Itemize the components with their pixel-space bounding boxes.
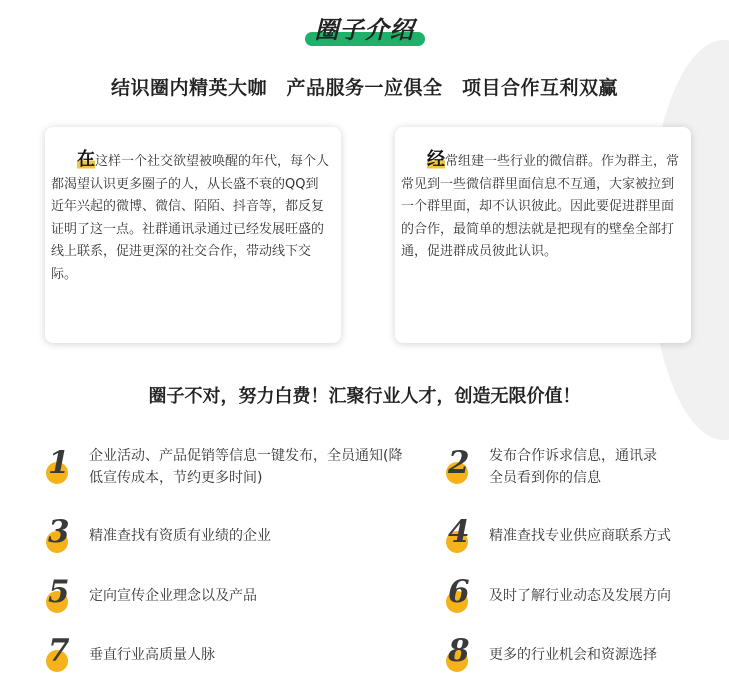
feature-text: 垂直行业高质量人脉	[89, 647, 215, 663]
feature-item	[45, 445, 415, 489]
number-badge	[45, 574, 75, 614]
feature-item	[45, 514, 415, 554]
feature-text: 定向宣传企业理念以及产品	[89, 588, 257, 604]
feature-item	[445, 574, 715, 614]
card-body: 常组建一些行业的微信群。作为群主，常常见到一些微信群里面信息不互通，大家被拉到一个群里面，却不认识彼此。因此要促进群里面的合作，最简单的想法就是把现有的壁垒全部打通，促进群成员彼此认识。	[401, 154, 680, 259]
number-badge	[445, 574, 475, 614]
badge-digit: 2	[448, 445, 470, 481]
intro-card-right	[395, 127, 691, 343]
feature-item	[45, 633, 415, 673]
feature-item	[445, 514, 715, 554]
badge-digit: 8	[448, 633, 470, 669]
badge-digit: 7	[48, 633, 70, 669]
slogan: 圈子不对，努力白费！汇聚行业人才，创造无限价值！	[148, 386, 581, 407]
badge-digit: 4	[448, 514, 470, 550]
feature-item	[45, 574, 415, 614]
feature-text: 企业活动、产品促销等信息一键发布，全员通知(降低宣传成本，节约更多时间)	[89, 448, 403, 486]
intro-card-left	[45, 127, 341, 343]
number-badge	[45, 633, 75, 673]
badge-digit: 5	[48, 574, 70, 610]
feature-text: 精准查找有资质有业绩的企业	[89, 528, 271, 544]
feature-text: 及时了解行业动态及发展方向	[489, 588, 671, 604]
page-title: 圈子介绍	[314, 16, 415, 44]
feature-item	[445, 445, 665, 489]
feature-text: 发布合作诉求信息，通讯录全员看到你的信息	[489, 448, 657, 486]
badge-digit: 3	[48, 514, 70, 550]
intro-card-right-text	[401, 149, 681, 264]
subtitle: 结识圈内精英大咖 产品服务一应俱全 项目合作互利双赢	[110, 77, 618, 99]
feature-text: 精准查找专业供应商联系方式	[489, 528, 671, 544]
intro-card-left-text	[51, 149, 331, 286]
section-title	[0, 10, 729, 54]
lead-character: 在	[77, 149, 95, 170]
number-badge	[445, 633, 475, 673]
number-badge	[45, 514, 75, 554]
number-badge	[445, 514, 475, 554]
badge-digit: 1	[48, 445, 70, 481]
feature-item	[445, 633, 715, 673]
badge-digit: 6	[448, 574, 470, 610]
number-badge	[445, 445, 475, 485]
feature-text: 更多的行业机会和资源选择	[489, 647, 657, 663]
number-badge	[45, 445, 75, 485]
card-body: 这样一个社交欲望被唤醒的年代，每个人都渴望认识更多圈子的人，从长盛不衰的QQ到近年兴起的微博、微信、陌陌、抖音等，都反复证明了这一点。社群通讯录通过已经发展旺盛的线上联系，促进更深的社交合作，带动线下交际。	[51, 154, 330, 282]
lead-character: 经	[427, 149, 445, 170]
